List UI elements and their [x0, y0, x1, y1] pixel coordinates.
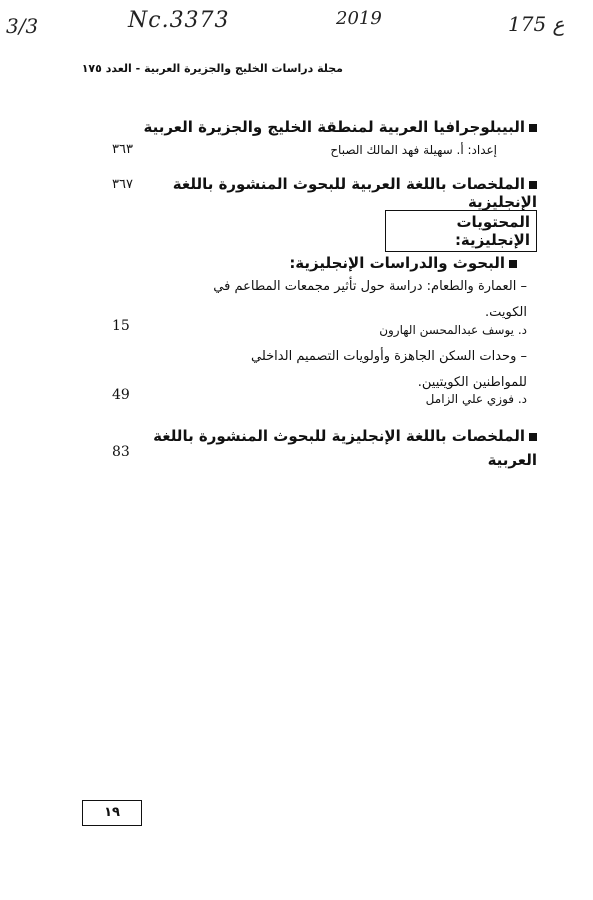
bullet-square-icon — [529, 433, 537, 441]
bullet-square-icon — [509, 260, 517, 268]
running-header — [43, 62, 343, 75]
toc-entry-bibliography-byline: إعداد: أ. سهيلة فهد المالك الصباح — [330, 143, 497, 157]
research-item-1-author: د. يوسف عبدالمحسن الهارون — [379, 323, 527, 337]
toc-entry-arabic-abstracts-page: ٣٦٧ — [112, 177, 133, 192]
toc-entry-english-abstracts-title: الملخصات باللغة الإنجليزية للبحوث المنشورة باللغة العربية — [153, 427, 537, 469]
header-separator: - — [131, 62, 145, 75]
toc-entry-bibliography-title: البيبلوجرافيا العربية لمنطقة الخليج والجزيرة العربية — [117, 118, 537, 136]
handwritten-year: 2019 — [336, 8, 382, 29]
handwritten-fraction: 3/3 — [6, 14, 39, 38]
journal-name: مجلة دراسات الخليج والجزيرة العربية — [144, 62, 343, 75]
research-item-1-title: – العمارة والطعام: دراسة حول تأثير مجمعات المطاعم في الكويت. — [213, 279, 527, 320]
english-research-heading: البحوث والدراسات الإنجليزية: — [217, 254, 517, 272]
english-contents-heading: المحتويات الإنجليزية: — [385, 210, 537, 252]
handwritten-catalog-mark: 175 ع — [508, 12, 565, 36]
handwritten-record-number: Nc.3373 — [128, 8, 230, 33]
bullet-square-icon — [529, 181, 537, 189]
research-item-2-page: 49 — [112, 387, 130, 403]
toc-entry-english-abstracts-page: 83 — [112, 444, 130, 460]
research-item-2-author: د. فوزي علي الزامل — [425, 392, 527, 406]
page-number-box: ١٩ — [82, 800, 142, 826]
research-item-1-page: 15 — [112, 318, 130, 334]
toc-entry-bibliography-page: ٣٦٣ — [112, 142, 133, 157]
issue-number: العدد ١٧٥ — [81, 62, 132, 75]
research-item-2-title: – وحدات السكن الجاهزة وأولويات التصميم الداخلي للمواطنين الكويتيين. — [251, 349, 527, 390]
bullet-square-icon — [529, 124, 537, 132]
toc-entry-arabic-abstracts-title: الملخصات باللغة العربية للبحوث المنشورة باللغة الإنجليزية — [172, 175, 537, 211]
